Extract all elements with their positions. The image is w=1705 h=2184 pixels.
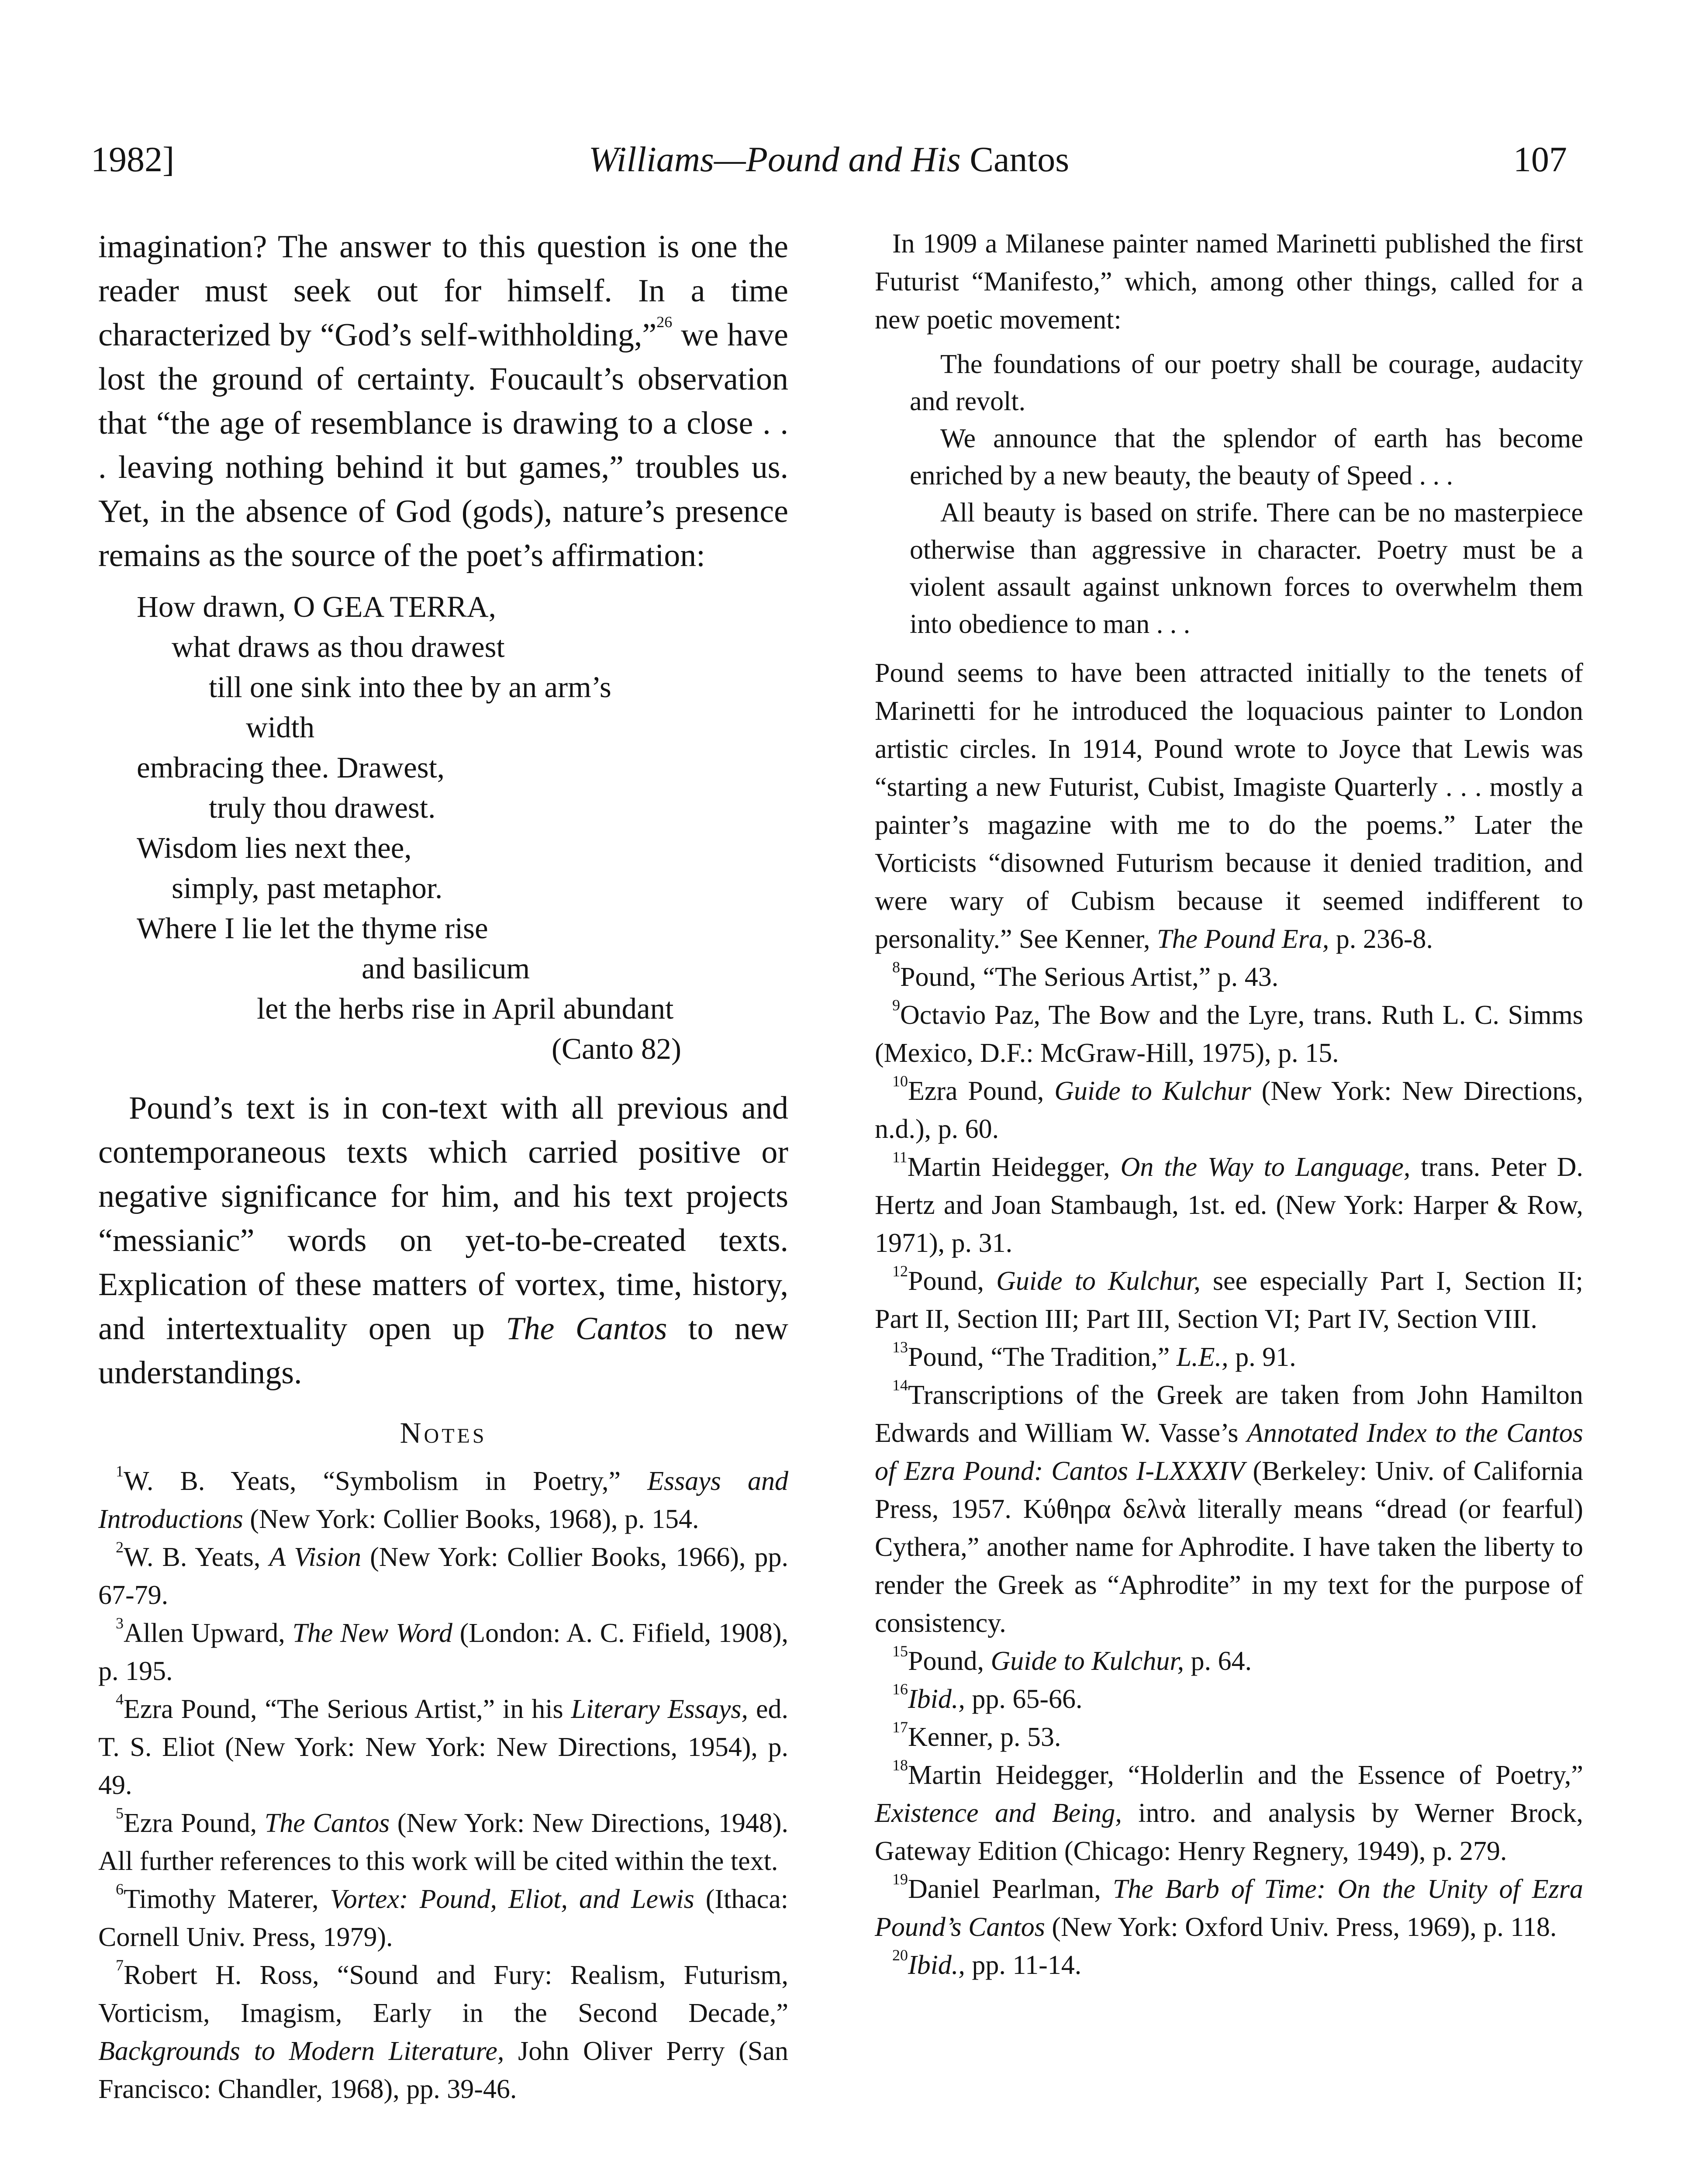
footnote-1: $^1$W. B. Yeats, “Symbolism in Poetry,” Essays and Introductions (New York: Collier Books, 1968), p. 154. [98, 1462, 788, 1534]
footnote-11: $^{11}$Martin Heidegger, On the Way to Language, trans. Peter D. Hertz and Joan Stambaugh, 1st. ed. (New York: Harper & Row, 1971), p. 31. [875, 1148, 1584, 1258]
quote-paragraph: We announce that the splendor of earth has become enriched by a new beauty, the beauty of Speed . . . [910, 424, 1583, 491]
footnote-number: 7 [116, 1956, 124, 1974]
poem-line: Where I lie let the thyme rise [137, 912, 488, 945]
footnote-20: $^{20}$Ibid., pp. 11-14. [892, 1946, 1082, 1980]
footnote-number: 15 [892, 1642, 908, 1660]
poem-line: and basilicum [362, 952, 530, 985]
footnote-number: 19 [892, 1870, 908, 1888]
canto-82-excerpt [137, 587, 788, 1069]
footnote-number: 18 [892, 1756, 908, 1774]
note-7-continuation: Pound seems to have been attracted initially to the tenets of Marinetti for he introduced the loquacious painter to London artistic circles. In 1914, Pound wrote to Joyce that Lewis was “starting a new Futurist, Cubist, Imagiste Quarterly . . . mostly a painter’s magazine with me to do the poems.” Later the Vorticists “disowned Futurism because it denied tradition, and were wary of Cubism because it seemed indifferent to personality.” See Kenner, The Pound Era, p. 236-8. [875, 658, 1583, 954]
right-column [875, 225, 1583, 1984]
footnote-number: 1 [116, 1462, 124, 1480]
header-year: 1982] [91, 139, 175, 179]
footnote-9: $^9$Octavio Paz, The Bow and the Lyre, trans. Ruth L. C. Simms (Mexico, D.F.: McGraw-Hill, 1975), p. 15. [875, 996, 1583, 1068]
footnote-number: 17 [892, 1718, 908, 1736]
footnote-number: 3 [116, 1614, 124, 1632]
notes-heading: Notes [400, 1416, 487, 1449]
footnote-number: 4 [116, 1690, 124, 1708]
footnote-ref-26: 26 [656, 313, 673, 331]
left-column [98, 225, 788, 2108]
header-title [91, 131, 1567, 188]
notes-list-right [875, 958, 1583, 1984]
header-title-author: Williams—Pound and His [588, 139, 970, 179]
footnote-number: 12 [892, 1262, 908, 1280]
poem-line: simply, past metaphor. [172, 871, 443, 905]
footnote-15: $^{15}$Pound, Guide to Kulchur, p. 64. [892, 1642, 1252, 1676]
footnote-number: 14 [892, 1376, 908, 1394]
footnote-8: $^8$Pound, “The Serious Artist,” p. 43. [892, 958, 1279, 992]
body-paragraph-2: Pound’s text is in con-text with all previous and contemporaneous texts which carried positive or negative significance for him, and his text projects “messianic” words on yet-to-be-created texts. Explication of these matters of vortex, time, history, and intertextuality open up The Cantos to new understandings. [98, 1090, 788, 1391]
footnote-5: $^5$Ezra Pound, The Cantos (New York: New Directions, 1948). All further references to this work will be cited within the text. [98, 1804, 788, 1876]
footnote-number: 11 [892, 1148, 908, 1166]
footnote-number: 13 [892, 1338, 908, 1356]
header-title-cantos: Cantos [970, 139, 1070, 179]
poem-line: width [246, 711, 315, 744]
body-paragraph-1: imagination? The answer to this question is one the reader must seek out for himself. In a time characterized by “God’s self-withholding,”$^{26}$ we have lost the ground of certainty. Foucault’s observation that “the age of resemblance is drawing to a close . . . leaving nothing behind it but games,” troubles us. Yet, in the absence of God (gods), nature’s presence remains as the source of the poet’s affirmation: [98, 229, 788, 574]
footnote-14: $^{14}$Transcriptions of the Greek are taken from John Hamilton Edwards and William W. Vasse’s Annotated Index to the Cantos of Ezra Pound: Cantos I-LXXXIV (Berkeley: Univ. of California Press, 1957. Κύθηρα δελνὰ literally means “dread (or fearful) Cythera,” another name for Aphrodite. I have taken the liberty to render the Greek as “Aphrodite” in my text for the purpose of consistency. [875, 1376, 1584, 1638]
footnote-number: 16 [892, 1680, 908, 1698]
footnote-13: $^{13}$Pound, “The Tradition,” L.E., p. 91. [892, 1338, 1296, 1372]
futurist-manifesto-quote [910, 346, 1583, 643]
footnote-7: $^7$Robert H. Ross, “Sound and Fury: Realism, Futurism, Vorticism, Imagism, Early in the Second Decade,” Backgrounds to Modern Literature, John Oliver Perry (San Francisco: Chandler, 1968), pp. 39-46. [98, 1956, 788, 2104]
notes-list-left [98, 1462, 788, 2108]
footnote-number: 20 [892, 1946, 908, 1964]
footnote-6: $^6$Timothy Materer, Vortex: Pound, Eliot, and Lewis (Ithaca: Cornell Univ. Press, 1979). [98, 1880, 788, 1952]
footnote-18: $^{18}$Martin Heidegger, “Holderlin and the Essence of Poetry,” Existence and Being, intro. and analysis by Werner Brock, Gateway Edition (Chicago: Henry Regnery, 1949), p. 279. [875, 1756, 1583, 1866]
page-number: 107 [1513, 139, 1567, 179]
poem-line: let the herbs rise in April abundant [257, 992, 674, 1025]
footnote-number: 5 [116, 1804, 124, 1822]
running-header [91, 131, 1567, 188]
poem-line: embracing thee. Drawest, [137, 751, 445, 784]
footnote-10: $^{10}$Ezra Pound, Guide to Kulchur (New York: New Directions, n.d.), p. 60. [875, 1072, 1583, 1144]
poem-line: Wisdom lies next thee, [137, 831, 412, 864]
footnote-19: $^{19}$Daniel Pearlman, The Barb of Time: On the Unity of Ezra Pound’s Cantos (New York: Oxford Univ. Press, 1969), p. 118. [875, 1870, 1583, 1942]
quote-paragraph: The foundations of our poetry shall be courage, audacity and revolt. [910, 349, 1583, 416]
quote-paragraph: All beauty is based on strife. There can be no masterpiece otherwise than aggressive in character. Poetry must be a violent assault against unknown forces to overwhelm them into obedience to man . . . [910, 498, 1583, 639]
footnote-3: $^3$Allen Upward, The New Word (London: A. C. Fifield, 1908), p. 195. [98, 1614, 789, 1686]
note-7-continuation-intro: In 1909 a Milanese painter named Marinetti published the first Futurist “Manifesto,” which, among other things, called for a new poetic movement: [875, 229, 1583, 335]
footnote-number: 6 [116, 1880, 124, 1898]
poem-line: till one sink into thee by an arm’s [209, 670, 611, 704]
footnote-16: $^{16}$Ibid., pp. 65-66. [892, 1680, 1083, 1714]
footnote-number: 9 [892, 996, 900, 1014]
footnote-2: $^2$W. B. Yeats, A Vision (New York: Collier Books, 1966), pp. 67-79. [98, 1538, 788, 1610]
poem-line: what draws as thou drawest [172, 630, 505, 663]
footnote-number: 8 [892, 958, 900, 976]
footnote-4: $^4$Ezra Pound, “The Serious Artist,” in his Literary Essays, ed. T. S. Eliot (New York: New York: New Directions, 1954), p. 49. [98, 1690, 788, 1800]
poem-line: How drawn, O GEA TERRA, [137, 590, 496, 623]
poem-citation: (Canto 82) [552, 1032, 682, 1065]
footnote-12: $^{12}$Pound, Guide to Kulchur, see especially Part I, Section II; Part II, Section III; Part III, Section VI; Part IV, Section VIII. [875, 1262, 1583, 1334]
poem-line: truly thou drawest. [209, 791, 436, 824]
footnote-number: 2 [116, 1538, 124, 1556]
footnote-number: 10 [892, 1072, 908, 1090]
footnote-17: $^{17}$Kenner, p. 53. [892, 1718, 1061, 1752]
